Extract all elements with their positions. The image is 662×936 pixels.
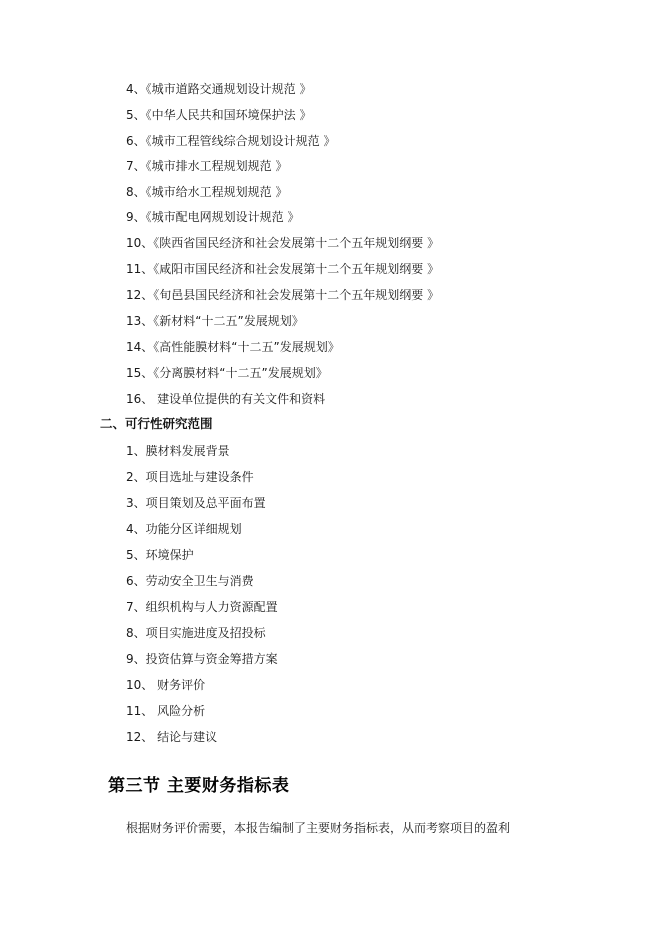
list-item: 10、 财务评价	[126, 678, 206, 692]
list-item: 6、《城市工程管线综合规划设计规范 》	[126, 134, 336, 148]
list-item: 11、《咸阳市国民经济和社会发展第十二个五年规划纲要 》	[126, 262, 440, 276]
scope-heading: 二、可行性研究范围	[100, 416, 213, 431]
list-item: 6、劳动安全卫生与消费	[126, 574, 254, 588]
list-item: 7、《城市排水工程规划规范 》	[126, 159, 288, 173]
list-item: 3、项目策划及总平面布置	[126, 496, 266, 510]
list-item: 2、项目选址与建设条件	[126, 470, 254, 484]
list-item: 14、《高性能膜材料“十二五”发展规划》	[126, 340, 340, 354]
list-item: 7、组织机构与人力资源配置	[126, 600, 278, 614]
list-item: 13、《新材料“十二五”发展规划》	[126, 314, 304, 328]
body-paragraph: 根据财务评价需要，本报告编制了主要财务指标表，从而考察项目的盈利	[126, 821, 511, 835]
list-item: 1、膜材料发展背景	[126, 444, 230, 458]
list-item: 5、环境保护	[126, 548, 194, 562]
list-item: 11、 风险分析	[126, 704, 206, 718]
list-item: 15、《分离膜材料“十二五”发展规划》	[126, 366, 328, 380]
list-item: 9、《城市配电网规划设计规范 》	[126, 210, 300, 224]
list-item: 8、《城市给水工程规划规范 》	[126, 185, 288, 199]
section-title: 第三节 主要财务指标表	[108, 776, 290, 796]
list-item: 12、《旬邑县国民经济和社会发展第十二个五年规划纲要 》	[126, 288, 440, 302]
list-item: 5、《中华人民共和国环境保护法 》	[126, 108, 312, 122]
list-item: 9、投资估算与资金筹措方案	[126, 652, 278, 666]
list-item: 4、功能分区详细规划	[126, 522, 242, 536]
list-item: 8、项目实施进度及招投标	[126, 626, 266, 640]
list-item: 16、 建设单位提供的有关文件和资料	[126, 392, 326, 406]
list-item: 4、《城市道路交通规划设计规范 》	[126, 82, 312, 96]
list-item: 12、 结论与建议	[126, 730, 218, 744]
list-item: 10、《陕西省国民经济和社会发展第十二个五年规划纲要 》	[126, 236, 440, 250]
